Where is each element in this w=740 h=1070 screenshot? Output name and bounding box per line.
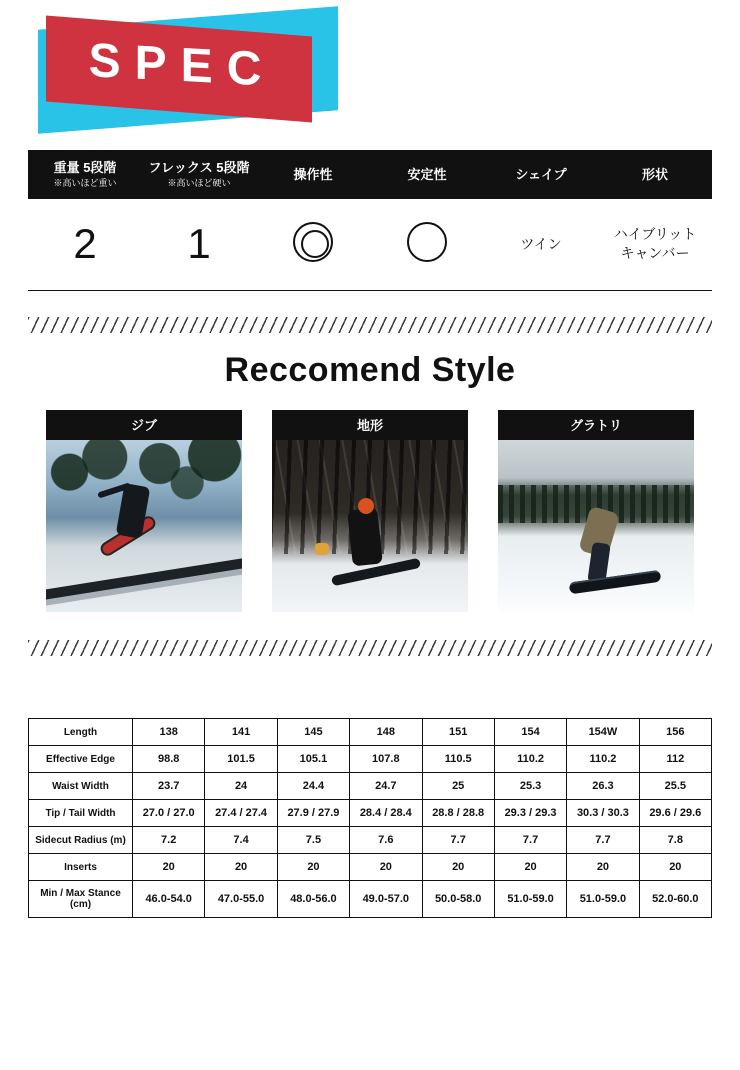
style-label-gratori: グラトリ xyxy=(498,410,694,440)
banner-title: SPEC xyxy=(88,34,276,97)
spec-header-profile: 形状 xyxy=(598,150,712,199)
table-row xyxy=(29,854,712,881)
size-row-label: Effective Edge xyxy=(29,746,133,773)
size-cell: 25.5 xyxy=(639,773,711,800)
size-cell: 7.8 xyxy=(639,827,711,854)
size-cell: 101.5 xyxy=(205,746,277,773)
size-cell: 20 xyxy=(422,854,494,881)
size-cell: 7.7 xyxy=(494,827,566,854)
size-cell: 28.4 / 28.4 xyxy=(350,800,422,827)
weight-value: 2 xyxy=(73,219,97,267)
jib-photo xyxy=(46,440,242,612)
size-cell: 20 xyxy=(133,854,205,881)
spec-header-flex xyxy=(142,150,256,199)
size-cell: 28.8 / 28.8 xyxy=(422,800,494,827)
size-row-label: Min / Max Stance (cm) xyxy=(29,881,133,918)
size-cell: 110.2 xyxy=(494,746,566,773)
spec-header-weight-label: 重量 5段階 xyxy=(53,160,117,175)
snowboard-shape xyxy=(568,570,661,595)
size-table-body xyxy=(29,719,712,918)
terrain-photo xyxy=(272,440,468,612)
size-cell: 30.3 / 30.3 xyxy=(567,800,639,827)
size-cell: 26.3 xyxy=(567,773,639,800)
spec-header-shape: シェイプ xyxy=(484,150,598,199)
spec-value-flex xyxy=(142,199,256,291)
size-cell: 27.0 / 27.0 xyxy=(133,800,205,827)
table-row xyxy=(29,719,712,746)
spec-header-flex-label: フレックス 5段階 xyxy=(148,160,250,175)
spec-value-shape: ツイン xyxy=(484,199,598,291)
spec-value-weight xyxy=(28,199,142,291)
style-card-gratori xyxy=(498,410,694,612)
profile-line-1: ハイブリット xyxy=(613,226,697,243)
size-cell: 141 xyxy=(205,719,277,746)
size-cell: 105.1 xyxy=(277,746,349,773)
size-cell: 23.7 xyxy=(133,773,205,800)
size-cell: 46.0-54.0 xyxy=(133,881,205,918)
size-cell: 110.2 xyxy=(567,746,639,773)
size-table xyxy=(28,718,712,918)
size-cell: 138 xyxy=(133,719,205,746)
style-label-jib: ジブ xyxy=(46,410,242,440)
size-cell: 145 xyxy=(277,719,349,746)
gratori-photo xyxy=(498,440,694,612)
spec-header-stability: 安定性 xyxy=(370,150,484,199)
spec-header-weight-note: ※高いほど重い xyxy=(53,178,117,189)
size-row-label: Length xyxy=(29,719,133,746)
size-cell: 29.6 / 29.6 xyxy=(639,800,711,827)
table-row xyxy=(29,773,712,800)
size-cell: 156 xyxy=(639,719,711,746)
size-cell: 110.5 xyxy=(422,746,494,773)
size-row-label: Sidecut Radius (m) xyxy=(29,827,133,854)
size-cell: 25 xyxy=(422,773,494,800)
size-cell: 7.7 xyxy=(422,827,494,854)
divider-hatch-bottom xyxy=(28,640,712,656)
spec-value-profile xyxy=(598,199,712,291)
spec-header-handling: 操作性 xyxy=(256,150,370,199)
table-row xyxy=(29,881,712,918)
table-row xyxy=(29,827,712,854)
style-label-terrain: 地形 xyxy=(272,410,468,440)
size-cell: 27.9 / 27.9 xyxy=(277,800,349,827)
size-table-wrapper xyxy=(0,718,740,918)
profile-line-2: キャンバー xyxy=(620,245,690,262)
spec-value-handling xyxy=(256,199,370,291)
spec-header-row xyxy=(28,150,712,199)
spec-header-flex-note: ※高いほど硬い xyxy=(167,178,231,189)
size-cell: 20 xyxy=(567,854,639,881)
rail-shape xyxy=(46,557,242,601)
size-cell: 47.0-55.0 xyxy=(205,881,277,918)
size-cell: 107.8 xyxy=(350,746,422,773)
size-cell: 20 xyxy=(205,854,277,881)
size-cell: 7.4 xyxy=(205,827,277,854)
size-row-label: Tip / Tail Width xyxy=(29,800,133,827)
size-cell: 20 xyxy=(639,854,711,881)
size-cell: 52.0-60.0 xyxy=(639,881,711,918)
size-cell: 7.7 xyxy=(567,827,639,854)
size-cell: 154 xyxy=(494,719,566,746)
size-cell: 51.0-59.0 xyxy=(494,881,566,918)
size-cell: 7.2 xyxy=(133,827,205,854)
size-cell: 98.8 xyxy=(133,746,205,773)
table-row xyxy=(29,746,712,773)
size-cell: 7.6 xyxy=(350,827,422,854)
spec-value-row xyxy=(28,199,712,291)
circle-icon xyxy=(407,222,447,262)
size-cell: 27.4 / 27.4 xyxy=(205,800,277,827)
size-row-label: Inserts xyxy=(29,854,133,881)
recommend-title: Reccomend Style xyxy=(224,351,516,389)
size-cell: 20 xyxy=(350,854,422,881)
spec-value-stability xyxy=(370,199,484,291)
size-cell: 51.0-59.0 xyxy=(567,881,639,918)
size-cell: 154W xyxy=(567,719,639,746)
style-card-jib xyxy=(46,410,242,612)
size-cell: 148 xyxy=(350,719,422,746)
table-row xyxy=(29,800,712,827)
size-cell: 24.7 xyxy=(350,773,422,800)
rider-shape xyxy=(348,507,384,566)
size-cell: 151 xyxy=(422,719,494,746)
spec-header-weight xyxy=(28,150,142,199)
size-cell: 112 xyxy=(639,746,711,773)
size-cell: 24.4 xyxy=(277,773,349,800)
glove-shape xyxy=(315,543,329,555)
size-cell: 20 xyxy=(277,854,349,881)
recommend-cards xyxy=(0,410,740,612)
double-circle-icon xyxy=(293,222,333,262)
size-cell: 50.0-58.0 xyxy=(422,881,494,918)
size-cell: 29.3 / 29.3 xyxy=(494,800,566,827)
divider-hatch-top xyxy=(28,317,712,333)
size-cell: 20 xyxy=(494,854,566,881)
size-cell: 24 xyxy=(205,773,277,800)
size-row-label: Waist Width xyxy=(29,773,133,800)
size-cell: 49.0-57.0 xyxy=(350,881,422,918)
style-card-terrain xyxy=(272,410,468,612)
flex-value: 1 xyxy=(187,219,211,267)
size-cell: 48.0-56.0 xyxy=(277,881,349,918)
spec-table xyxy=(28,150,712,291)
spec-table-wrapper xyxy=(0,150,740,291)
size-cell: 7.5 xyxy=(277,827,349,854)
size-cell: 25.3 xyxy=(494,773,566,800)
spec-banner xyxy=(0,0,740,150)
